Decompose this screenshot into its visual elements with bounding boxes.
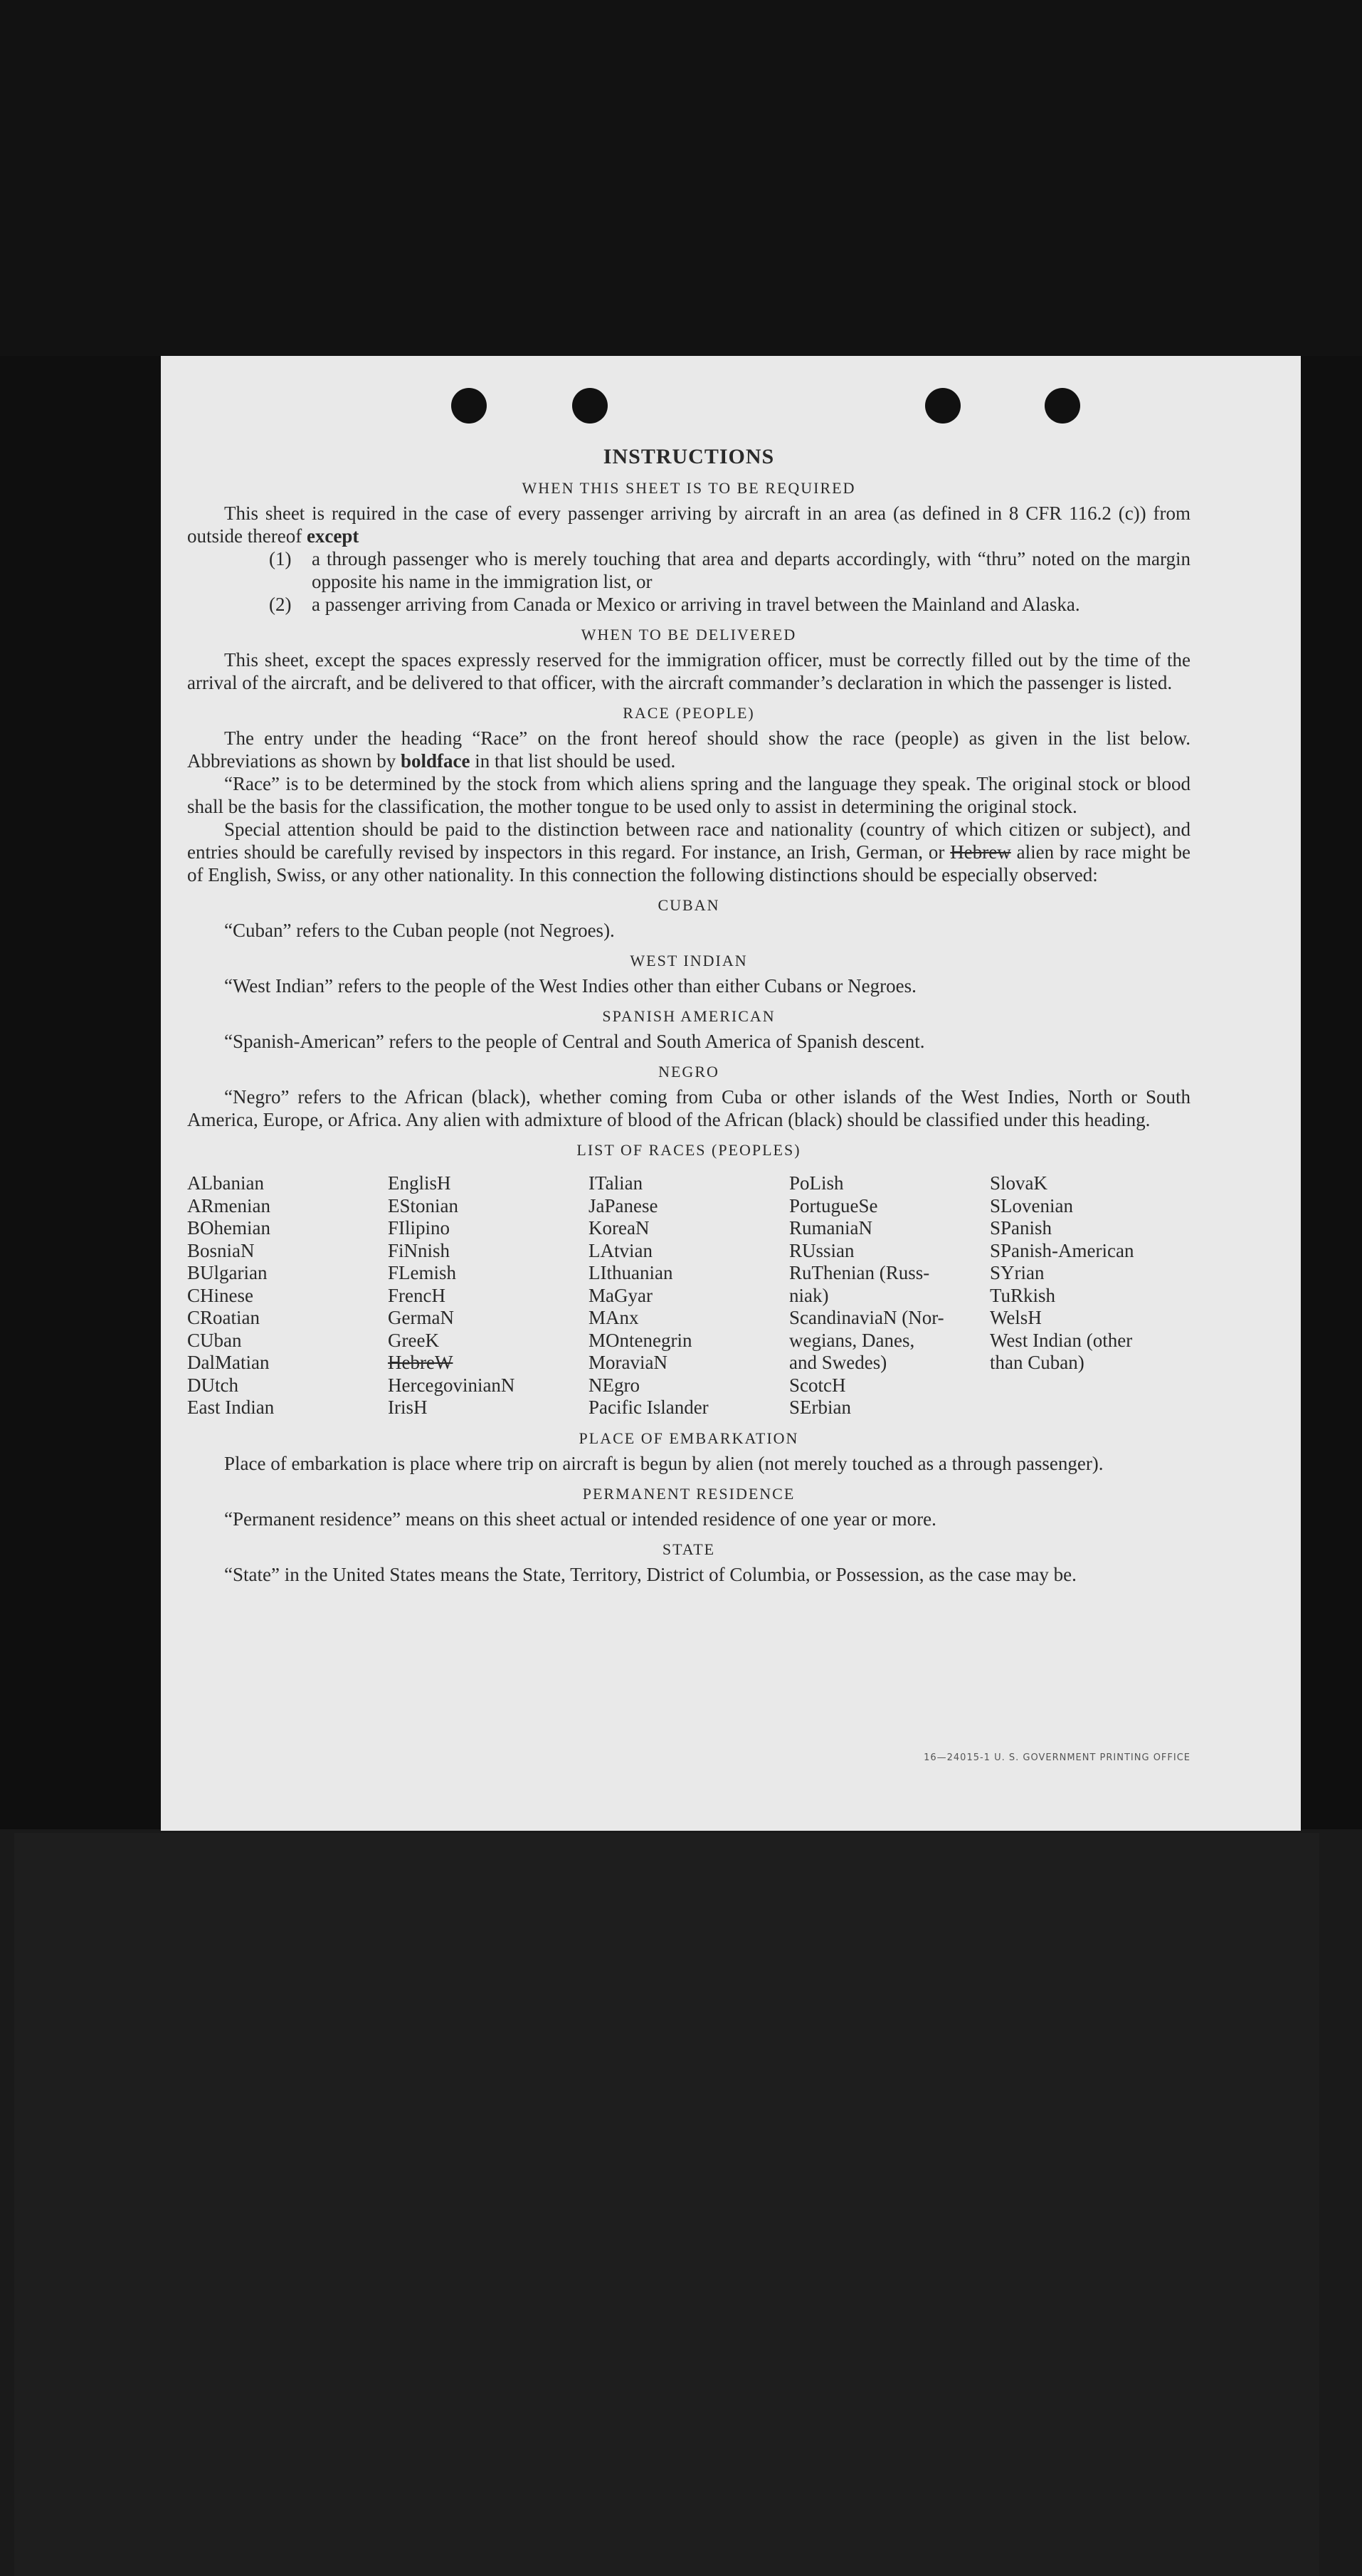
punch-hole	[451, 388, 487, 424]
race-entry: HebreW	[388, 1352, 453, 1373]
race-entry: MaGyar	[588, 1284, 653, 1306]
race-entry: CHinese	[187, 1284, 253, 1306]
race-entry: SPanish	[990, 1217, 1052, 1239]
race-p1-text: The entry under the heading “Race” on the front hereof should show the race (people) as given in the list below. Abbreviations as shown by	[187, 727, 1191, 772]
heading-when-required: WHEN THIS SHEET IS TO BE REQUIRED	[522, 479, 856, 497]
punch-hole	[572, 388, 608, 424]
race-paragraph-3	[187, 818, 1191, 886]
race-entry: FIlipino	[388, 1217, 450, 1239]
cuban-text: “Cuban” refers to the Cuban people (not Negroes).	[224, 920, 615, 941]
when-required-except: except	[306, 525, 359, 547]
embarkation-text: Place of embarkation is place where trip on aircraft is begun by alien (not merely touched as a through passenger).	[224, 1452, 1104, 1474]
item-text: a passenger arriving from Canada or Mexico or arriving in travel between the Mainland and Alaska.	[312, 594, 1080, 615]
race-entry: RumaniaN	[789, 1217, 872, 1239]
state-text: “State” in the United States means the State, Territory, District of Columbia, or Possession, as the case may be.	[224, 1563, 1077, 1585]
race-p3-struck-word: Hebrew	[950, 841, 1011, 863]
race-entry: EStonian	[388, 1194, 458, 1216]
heading-embarkation: PLACE OF EMBARKATION	[579, 1429, 799, 1447]
race-entry: EnglisH	[388, 1172, 451, 1194]
race-entry: SLovenian	[990, 1194, 1073, 1216]
race-entry: SlovaK	[990, 1172, 1047, 1194]
heading-spanish-american: SPANISH AMERICAN	[602, 1007, 776, 1025]
race-entry: than Cuban)	[990, 1352, 1084, 1373]
race-entry: NEgro	[588, 1374, 640, 1396]
race-entry: BUlgarian	[187, 1262, 268, 1283]
heading-when-delivered: WHEN TO BE DELIVERED	[581, 626, 797, 643]
race-entry: JaPanese	[588, 1194, 658, 1216]
race-entry: ITalian	[588, 1172, 643, 1194]
race-paragraph-2: “Race” is to be determined by the stock from which aliens spring and the language they speak. The original stock or blood shall be the basis for the classification, the mother tongue to be used only to assist in determining the original stock.	[187, 773, 1191, 817]
race-entry: ALbanian	[187, 1172, 264, 1194]
race-entry: RuThenian (Russ-	[789, 1262, 930, 1283]
race-entry: SPanish-American	[990, 1239, 1134, 1261]
sheet-content	[187, 445, 1191, 1586]
races-column	[789, 1172, 990, 1419]
race-entry: SErbian	[789, 1397, 851, 1418]
race-entry: East Indian	[187, 1397, 275, 1418]
race-paragraph-1	[187, 727, 1191, 772]
heading-west-indian: WEST INDIAN	[630, 952, 748, 969]
race-entry: BOhemian	[187, 1217, 270, 1239]
race-p1-bold: boldface	[400, 750, 470, 772]
race-entry: ScandinaviaN (Nor-	[789, 1307, 944, 1328]
races-column	[588, 1172, 789, 1419]
race-entry: FLemish	[388, 1262, 457, 1283]
race-entry: and Swedes)	[789, 1352, 887, 1373]
heading-cuban: CUBAN	[658, 896, 720, 914]
item-text: a through passenger who is merely touching that area and departs accordingly, with “thru” noted on the margin opposite his name in the immigration list, or	[312, 548, 1191, 592]
race-entry: GreeK	[388, 1329, 439, 1351]
race-entry: SYrian	[990, 1262, 1045, 1283]
punch-hole	[925, 388, 961, 424]
heading-residence: PERMANENT RESIDENCE	[582, 1484, 796, 1503]
race-entry: PoLish	[789, 1172, 844, 1194]
races-column	[187, 1172, 388, 1419]
negro-text: “Negro” refers to the African (black), whether coming from Cuba or other islands of the West Indies, North or South America, Europe, or Africa. Any alien with admixture of blood of the African (black) should be classified under this heading.	[187, 1086, 1191, 1130]
race-p3-text: Special attention should be paid to the distinction between race and nationality (country of which citizen or subject), and entries should be carefully revised by inspectors in this regard. For instance, an Irish, German, or	[187, 819, 1191, 863]
race-entry: FiNnish	[388, 1239, 450, 1261]
race-entry: Pacific Islander	[588, 1397, 709, 1418]
when-required-intro-text: This sheet is required in the case of every passenger arriving by aircraft in an area (as defined in 8 CFR 116.2 (c)) from outside thereof	[187, 503, 1191, 547]
race-entry: ScotcH	[789, 1374, 846, 1396]
race-entry: WelsH	[990, 1307, 1042, 1328]
race-entry: MAnx	[588, 1307, 639, 1328]
race-entry: TuRkish	[990, 1284, 1056, 1306]
race-entry: FrencH	[388, 1284, 445, 1306]
instruction-sheet	[161, 356, 1301, 1831]
race-entry: BosniaN	[187, 1239, 255, 1261]
race-entry: KoreaN	[588, 1217, 650, 1239]
heading-negro: NEGRO	[658, 1063, 719, 1081]
when-required-intro	[187, 502, 1191, 547]
race-entry: niak)	[789, 1284, 829, 1306]
item-number: (2)	[269, 594, 292, 615]
races-column	[388, 1172, 588, 1419]
item-number: (1)	[269, 548, 292, 569]
race-p3-text-end: alien by race might be of English, Swiss, or any other nationality. In this connection the following distinctions should be especially observed:	[187, 841, 1191, 885]
race-p1-text-end: in that list should be used.	[475, 750, 676, 772]
when-required-item-1	[187, 547, 1191, 593]
document-title: INSTRUCTIONS	[603, 445, 775, 468]
race-entry: CRoatian	[187, 1307, 260, 1328]
spanish-american-text: “Spanish-American” refers to the people of Central and South America of Spanish descent.	[224, 1031, 925, 1052]
race-entry: DUtch	[187, 1374, 238, 1396]
heading-race: RACE (PEOPLE)	[623, 704, 755, 722]
residence-text: “Permanent residence” means on this sheet actual or intended residence of one year or more.	[224, 1508, 936, 1530]
when-delivered-text: This sheet, except the spaces expressly reserved for the immigration officer, must be correctly filled out by the time of the arrival of the aircraft, and be delivered to that officer, with the aircraft commander’s declaration in which the passenger is listed.	[187, 649, 1191, 693]
race-entry: DalMatian	[187, 1352, 270, 1373]
race-entry: MOntenegrin	[588, 1329, 692, 1351]
races-column	[990, 1172, 1191, 1419]
west-indian-text: “West Indian” refers to the people of the West Indies other than either Cubans or Negroes.	[224, 975, 917, 997]
race-entry: RUssian	[789, 1239, 855, 1261]
print-code: 16—24015-1 U. S. GOVERNMENT PRINTING OFFICE	[924, 1752, 1191, 1763]
race-entry: HercegovinianN	[388, 1374, 515, 1396]
when-required-item-2	[187, 593, 1191, 616]
scan-background-top	[0, 0, 1362, 356]
heading-list-of-races: LIST OF RACES (PEOPLES)	[576, 1141, 801, 1159]
punch-hole	[1045, 388, 1080, 424]
races-list	[187, 1172, 1191, 1419]
race-entry: IrisH	[388, 1397, 428, 1418]
race-entry: ARmenian	[187, 1194, 270, 1216]
race-entry: PortugueSe	[789, 1194, 878, 1216]
race-entry: GermaN	[388, 1307, 454, 1328]
heading-state: STATE	[662, 1540, 716, 1558]
race-entry: LIthuanian	[588, 1262, 673, 1283]
race-entry: CUban	[187, 1329, 242, 1351]
race-entry: LAtvian	[588, 1239, 653, 1261]
race-entry: West Indian (other	[990, 1329, 1133, 1351]
scan-background-panel	[14, 1833, 1319, 2576]
race-entry: wegians, Danes,	[789, 1329, 915, 1351]
race-entry: MoraviaN	[588, 1352, 667, 1373]
